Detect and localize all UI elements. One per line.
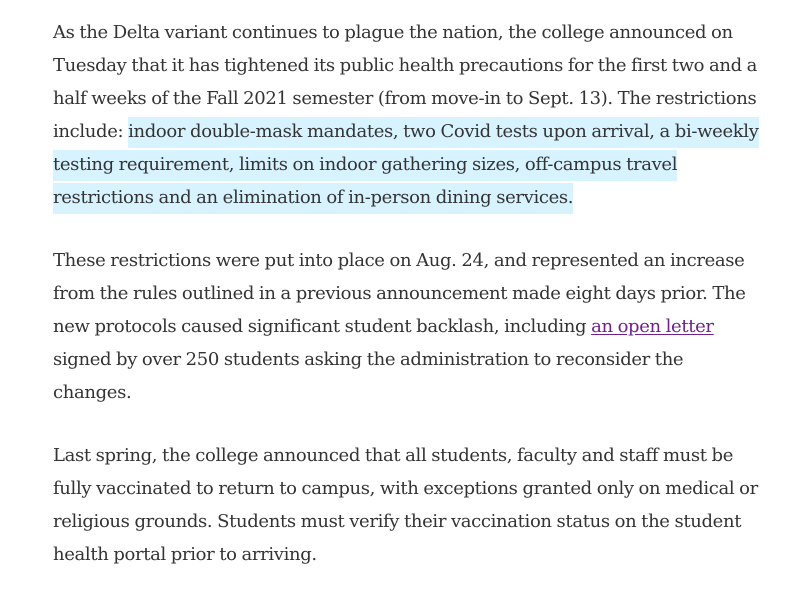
paragraph-restrictions bbox=[53, 16, 765, 214]
open-letter-link[interactable]: an open letter bbox=[591, 316, 714, 337]
paragraph-vaccination-text: Last spring, the college announced that all students, faculty and staff must be fully vaccinated to return to campus, with exceptions granted only on medical or religious grounds. Students must verify their vaccination status on the student health portal prior to arriving. bbox=[53, 445, 758, 565]
article-body bbox=[53, 16, 765, 601]
paragraph-backlash-text-start: These restrictions were put into place on Aug. 24, and represented an increase from the rules outlined in a previous announcement made eight days prior. The new protocols caused significant student backlash, including bbox=[53, 250, 746, 337]
paragraph-vaccination bbox=[53, 439, 765, 571]
paragraph-restrictions-text: As the Delta variant continues to plague the nation, the college announced on Tuesday that it has tightened its public health precautions for the first two and a half weeks of the Fall 2021 semester (from move-in to Sept. 13). The restrictions include: bbox=[53, 22, 758, 142]
paragraph-backlash-text-end: signed by over 250 students asking the administration to reconsider the changes. bbox=[53, 349, 684, 403]
selected-text-highlight[interactable]: indoor double-mask mandates, two Covid tests upon arrival, a bi-weekly testing requirement, limits on indoor gathering sizes, off-campus travel restrictions and an elimination of in-person dining services. bbox=[53, 117, 759, 214]
paragraph-backlash bbox=[53, 244, 765, 409]
